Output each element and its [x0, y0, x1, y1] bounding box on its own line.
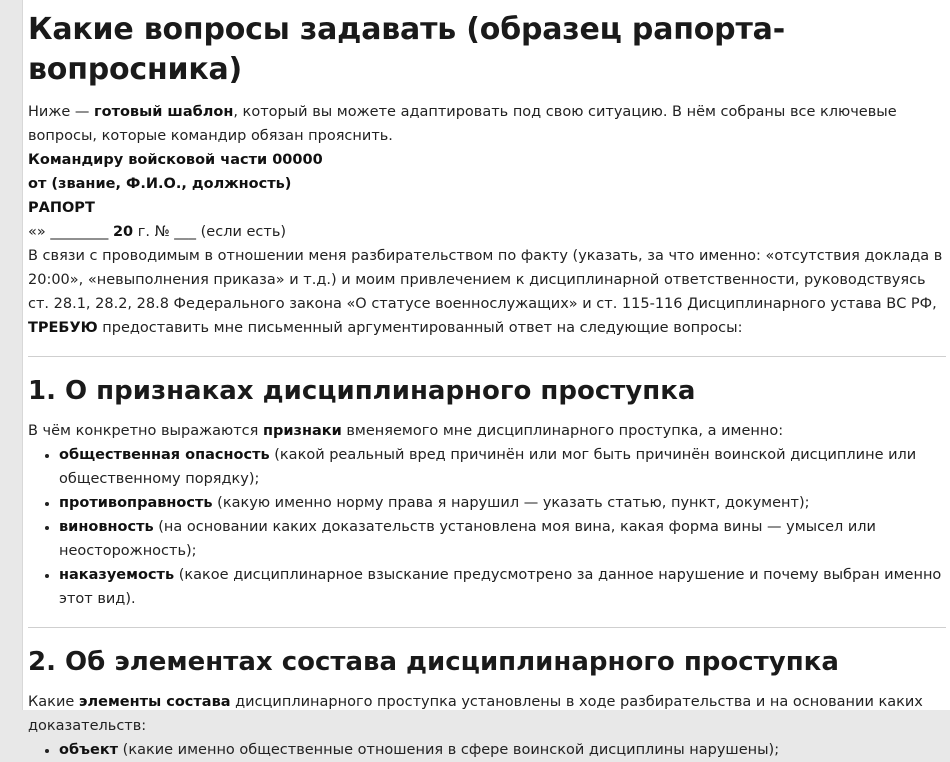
- section1-list: [28, 443, 946, 611]
- list-item: [59, 563, 946, 611]
- address-from: [28, 172, 946, 196]
- intro-paragraph: [28, 100, 946, 148]
- date-line-pre: «» ________: [28, 224, 113, 240]
- list-item-bold: противоправность: [59, 495, 213, 511]
- demand-post: предоставить мне письменный аргументированный ответ на следующие вопросы:: [97, 320, 743, 336]
- section2-intro-post: дисциплинарного проступка установлены в ходе разбирательства и на основании каких доказательств:: [28, 694, 923, 734]
- list-item-bold: виновность: [59, 519, 154, 535]
- address-from-text: от (звание, Ф.И.О., должность): [28, 176, 292, 192]
- list-item: [59, 738, 946, 762]
- intro-pre: Ниже —: [28, 104, 95, 120]
- list-item: [59, 491, 946, 515]
- divider: [28, 627, 946, 628]
- section-heading-1: 1. О признаках дисциплинарного проступка: [28, 376, 696, 406]
- section2-intro-bold: элементы состава: [78, 694, 231, 710]
- section1-intro: [28, 419, 946, 443]
- intro-post: , который вы можете адаптировать под свою ситуацию. В нём собраны все ключевые вопросы, которые командир обязан прояснить.: [28, 104, 897, 144]
- section2-list: [28, 738, 946, 762]
- intro-bold: готовый шаблон: [94, 104, 234, 120]
- body-paragraph: В связи с проводимым в отношении меня разбирательством по факту (указать, за что именно: «отсутствия доклада в 20:00», «невыполнения приказа» и т.д.) и моим привлечением к дисциплинарной ответственности, руководствуясь ст. 28.1, 28.2, 28.8 Федерального закона «О статусе военнослужащих» и ст. 115-116 Дисциплинарного устава ВС РФ,: [28, 248, 943, 312]
- list-item: [59, 515, 946, 563]
- date-line-bold: 20: [112, 224, 134, 240]
- demand-bold: ТРЕБУЮ: [28, 320, 98, 336]
- date-line-post: г. № ___ (если есть): [133, 224, 287, 240]
- page-title: Какие вопросы задавать (образец рапорта-вопросника): [28, 12, 785, 87]
- demand-paragraph: [28, 316, 946, 340]
- document-page: [22, 0, 950, 758]
- section1-intro-bold: признаки: [262, 423, 342, 439]
- list-item-text: (какое дисциплинарное взыскание предусмотрено за данное нарушение и почему выбран именно этот вид).: [59, 567, 942, 607]
- section2-intro-pre: Какие: [28, 694, 79, 710]
- list-item-text: (какие именно общественные отношения в сфере воинской дисциплины нарушены);: [118, 742, 780, 758]
- doc-title: [28, 196, 946, 220]
- list-item: [59, 443, 946, 491]
- list-item-bold: наказуемость: [59, 567, 175, 583]
- section1-intro-pre: В чём конкретно выражаются: [28, 423, 263, 439]
- divider: [28, 356, 946, 357]
- list-item-text: (на основании каких доказательств установлена моя вина, какая форма вины — умысел или неосторожность);: [59, 519, 876, 559]
- doc-title-text: РАПОРТ: [28, 200, 95, 216]
- section2-intro: [28, 690, 946, 738]
- address-to-text: Командиру войсковой части 00000: [28, 152, 323, 168]
- list-item-bold: объект: [59, 742, 119, 758]
- address-to: [28, 148, 946, 172]
- list-item-text: (какую именно норму права я нарушил — указать статью, пункт, документ);: [212, 495, 810, 511]
- section1-intro-post: вменяемого мне дисциплинарного проступка, а именно:: [341, 423, 784, 439]
- list-item-bold: общественная опасность: [59, 447, 270, 463]
- date-line: [28, 220, 946, 244]
- list-item-text: (какой реальный вред причинён или мог быть причинён воинской дисциплине или общественному порядку);: [59, 447, 917, 487]
- document-content: [23, 0, 946, 762]
- section-heading-2: 2. Об элементах состава дисциплинарного проступка: [28, 647, 839, 677]
